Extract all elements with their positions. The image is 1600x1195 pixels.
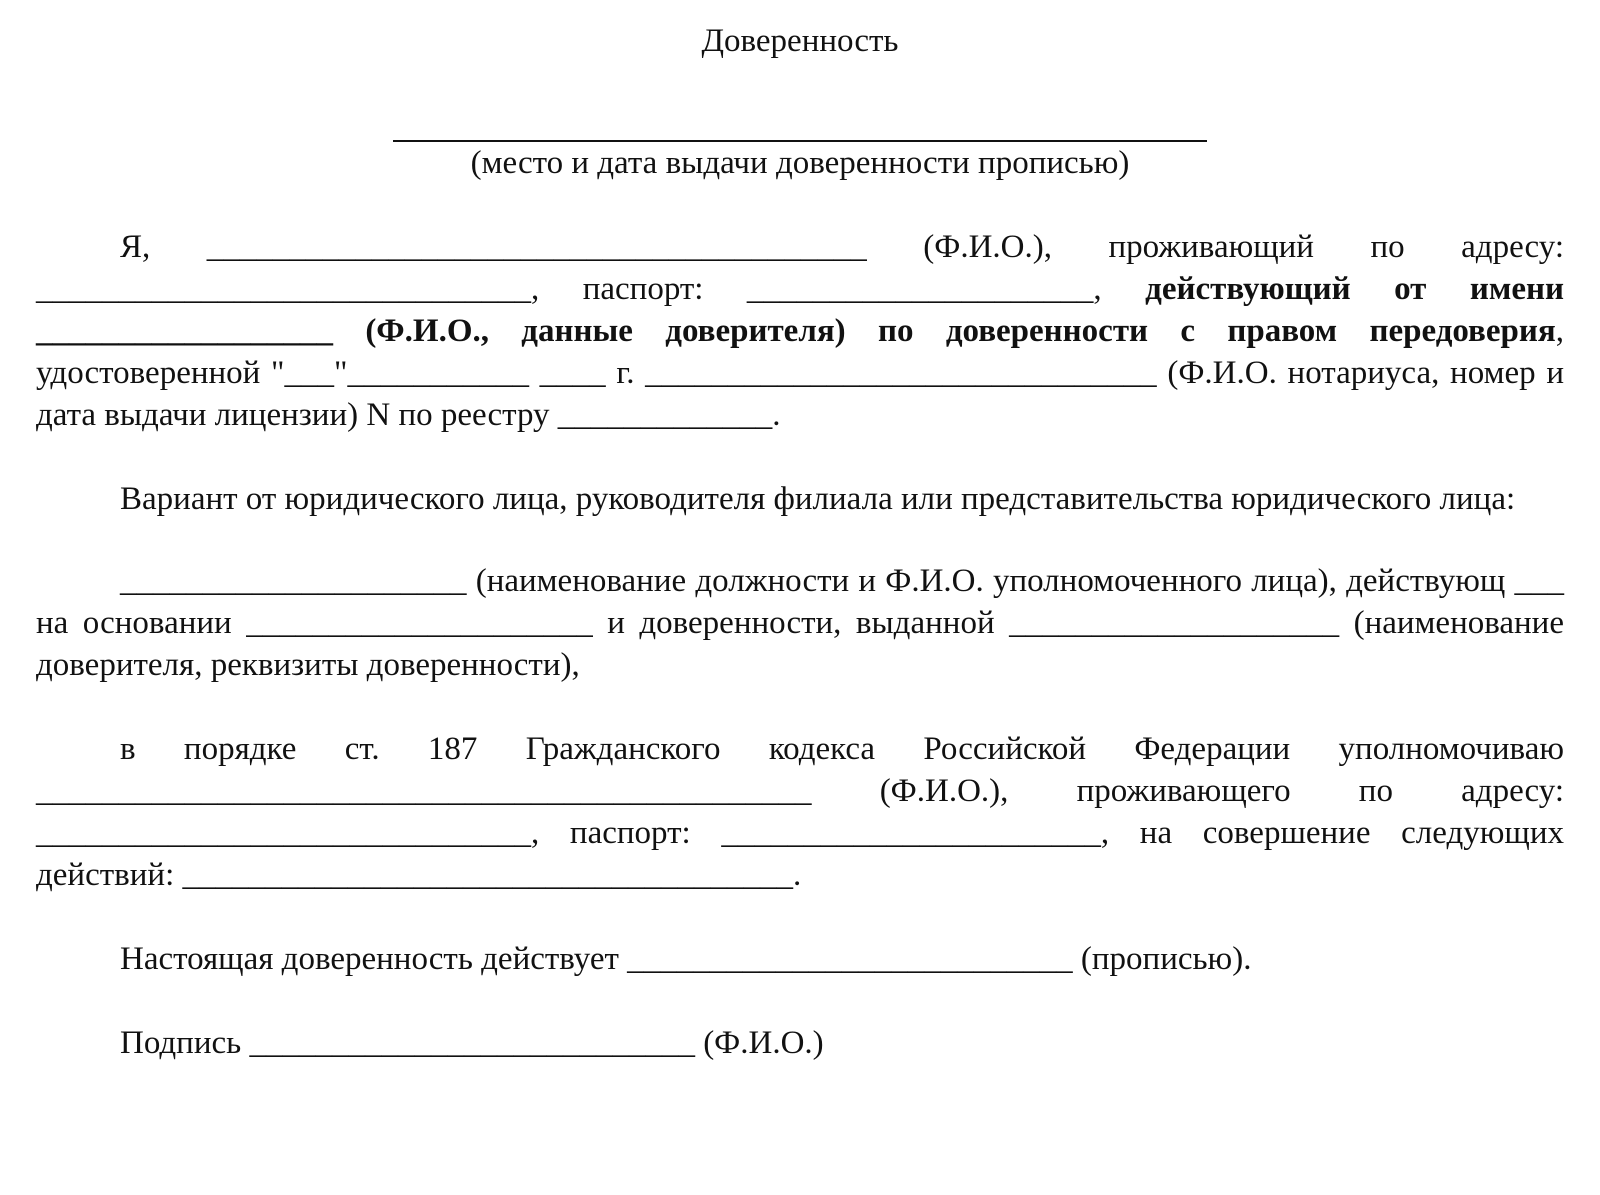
- authorization-paragraph: в порядке ст. 187 Гражданского кодекса Российской Федерации уполномочиваю _______________________________________________ (Ф.И.О.), проживающего по адресу: ______________________________, паспорт: _______________________, на совершение следующих действий: _____________________________________.: [36, 731, 1564, 893]
- authorized-person-paragraph: _____________________ (наименование должности и Ф.И.О. уполномоченного лица), действующ ___ на основании _____________________ и доверенности, выданной ____________________ (наименование доверителя, реквизиты доверенности),: [36, 563, 1564, 683]
- place-date-blank-line: [393, 102, 1207, 142]
- legal-entity-variant-paragraph: Вариант от юридического лица, руководителя филиала или представительства юридического лица:: [120, 481, 1516, 517]
- validity-paragraph: Настоящая доверенность действует ___________________________ (прописью).: [120, 941, 1252, 977]
- place-date-block: [36, 100, 1564, 184]
- document-page: [36, 20, 1564, 1064]
- principal-text-bold: действующий от имени __________________ (Ф.И.О., данные доверителя) по доверенности с правом передоверия: [36, 271, 1564, 349]
- place-date-caption: (место и дата выдачи доверенности прописью): [470, 145, 1130, 181]
- principal-text-part2: , удостоверенной "___"___________ ____ г. _______________________________ (Ф.И.О. нотариуса, номер и дата выдачи лицензии) N по реестру _____________.: [36, 313, 1564, 433]
- document-title: Доверенность: [701, 23, 899, 59]
- principal-text-part1: Я, ________________________________________ (Ф.И.О.), проживающий по адресу: ______________________________, паспорт: _____________________,: [36, 229, 1564, 307]
- principal-paragraph: [36, 226, 1564, 436]
- signature-line: Подпись ___________________________ (Ф.И.О.): [120, 1025, 824, 1061]
